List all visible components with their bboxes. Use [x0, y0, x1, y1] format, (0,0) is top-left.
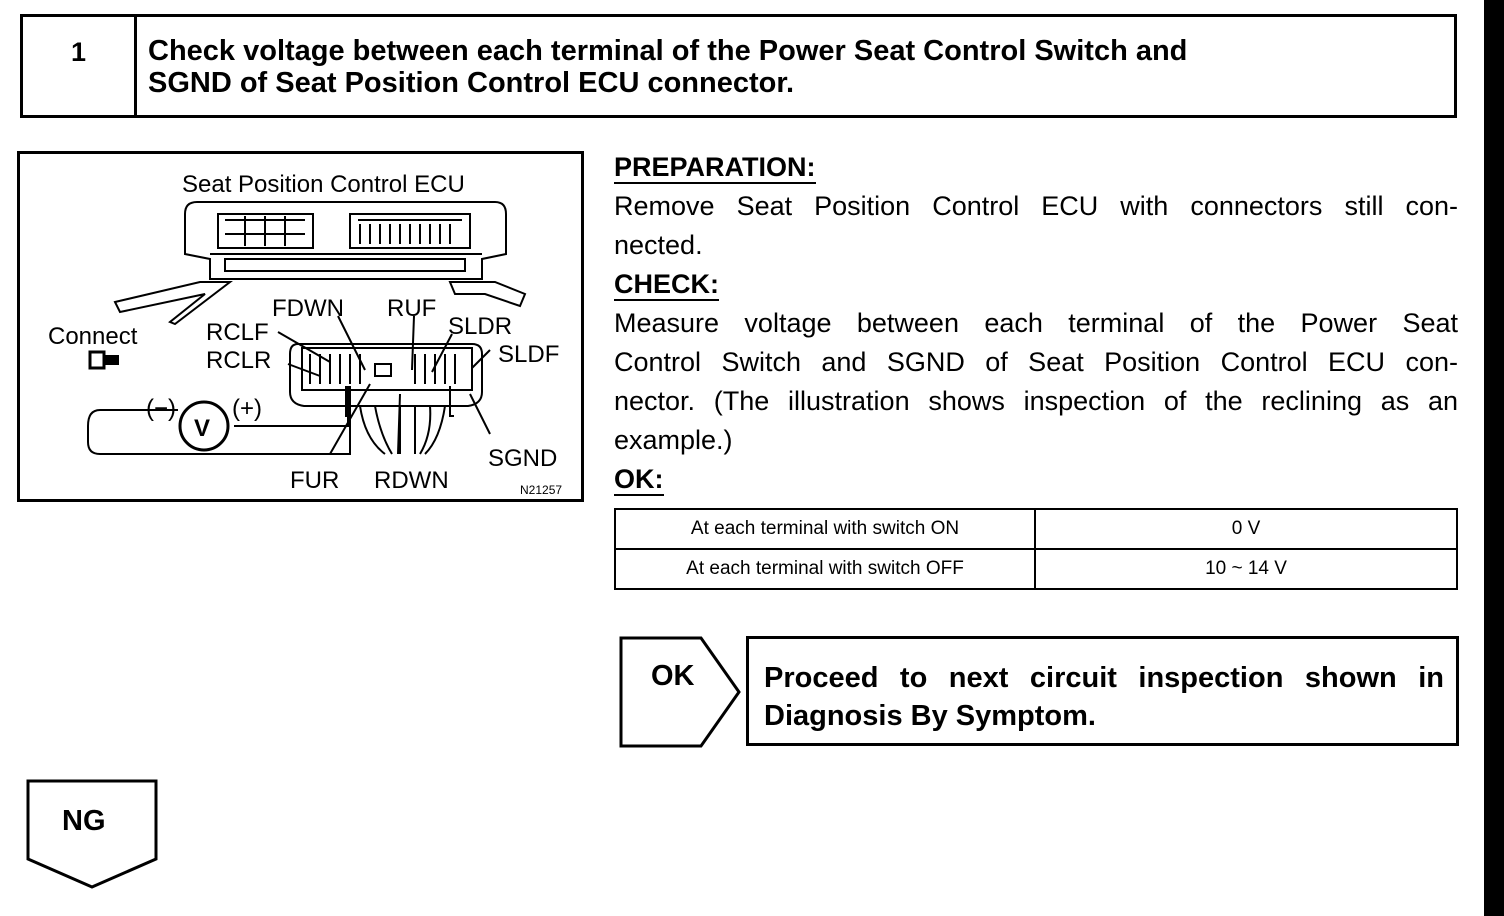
terminal-rdwn-label: RDWN [374, 467, 449, 494]
value-cell: 10 ~ 14 V [1035, 549, 1457, 589]
terminal-rclf-label: RCLF [206, 319, 269, 346]
check-line: Measure voltage between each terminal of the Power Seat [614, 308, 1458, 338]
voltmeter-symbol: V [194, 415, 211, 442]
ok-action-line: Proceed to next circuit inspection shown in [764, 662, 1444, 694]
terminal-ruf-label: RUF [387, 295, 437, 322]
terminal-fdwn-label: FDWN [272, 295, 344, 322]
step-title [137, 17, 1454, 115]
illustration-code: N21257 [520, 483, 563, 497]
preparation-line: Remove Seat Position Control ECU with connectors still con- [614, 191, 1458, 221]
condition-cell: At each terminal with switch OFF [615, 549, 1035, 589]
ecu-diagram [20, 154, 581, 499]
ok-action-box [746, 636, 1459, 746]
check-line: nector. (The illustration shows inspection of the reclining as an [614, 386, 1458, 416]
step-title-line: Check voltage between each terminal of the Power Seat Control Switch and [148, 35, 1188, 67]
terminal-fur-label: FUR [290, 467, 340, 494]
connect-label: Connect [48, 323, 138, 350]
step-number: 1 [23, 17, 137, 115]
ng-branch-label: NG [62, 805, 106, 837]
ecu-connector-illustration [17, 151, 584, 502]
terminal-sgnd-label: SGND [488, 445, 558, 472]
step-header [20, 14, 1457, 118]
preparation-line: nected. [614, 230, 703, 260]
instruction-text [614, 148, 1458, 499]
minus-probe-label: (−) [146, 395, 176, 422]
ok-spec-table [614, 508, 1458, 590]
table-row [615, 509, 1457, 549]
ecu-title-label: Seat Position Control ECU [182, 171, 465, 198]
check-line: Control Switch and SGND of Seat Position Control ECU con- [614, 347, 1458, 377]
value-cell: 0 V [1035, 509, 1457, 549]
preparation-text [614, 187, 1458, 265]
plus-probe-label: (+) [232, 395, 262, 422]
ok-branch-label: OK [651, 660, 695, 692]
preparation-heading: PREPARATION: [614, 152, 816, 182]
ok-heading: OK: [614, 464, 664, 494]
check-line: example.) [614, 425, 733, 455]
table-row [615, 549, 1457, 589]
check-heading: CHECK: [614, 269, 719, 299]
check-text [614, 304, 1458, 460]
terminal-sldr-label: SLDR [448, 313, 513, 340]
terminal-rclr-label: RCLR [206, 347, 272, 374]
condition-cell: At each terminal with switch ON [615, 509, 1035, 549]
page-edge-bar [1484, 0, 1504, 916]
terminal-sldf-label: SLDF [498, 341, 560, 368]
step-title-line: SGND of Seat Position Control ECU connector. [148, 67, 795, 99]
ok-action-line: Diagnosis By Symptom. [764, 700, 1096, 732]
